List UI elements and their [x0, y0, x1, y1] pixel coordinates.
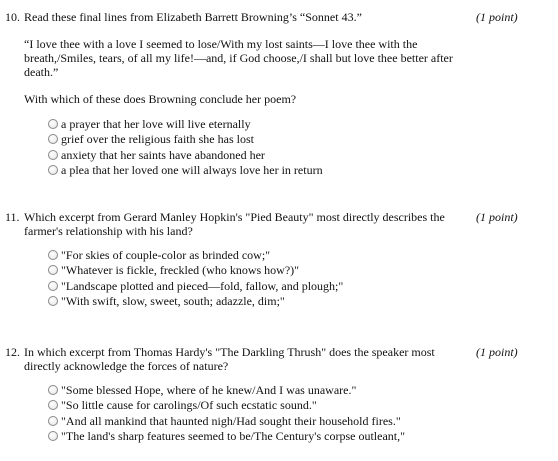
option-label: "With swift, slow, sweet, south; adazzle, dim;" [61, 294, 285, 309]
answer-option[interactable] [48, 163, 323, 179]
answer-option[interactable] [48, 382, 405, 398]
answer-option[interactable] [48, 294, 343, 310]
answer-options [48, 247, 343, 309]
answer-option[interactable] [48, 247, 343, 263]
radio-button[interactable] [48, 265, 58, 275]
question-number: 11. [5, 210, 20, 224]
option-label: anxiety that her saints have abandoned her [61, 147, 265, 162]
answer-option[interactable] [48, 116, 323, 132]
question-number: 12. [5, 345, 20, 359]
radio-button[interactable] [48, 431, 58, 441]
radio-button[interactable] [48, 165, 58, 175]
answer-option[interactable] [48, 132, 323, 148]
radio-button[interactable] [48, 281, 58, 291]
radio-button[interactable] [48, 150, 58, 160]
radio-button[interactable] [48, 134, 58, 144]
option-label: "So little cause for carolings/Of such ecstatic sound." [61, 398, 317, 413]
radio-button[interactable] [48, 119, 58, 129]
option-label: "The land's sharp features seemed to be/The Century's corpse outleant," [61, 429, 406, 444]
question-text: Which excerpt from Gerard Manley Hopkin's "Pied Beauty" most directly describes the farmer's relationship with his land? [24, 210, 445, 238]
radio-button[interactable] [48, 250, 58, 260]
question-text: Read these final lines from Elizabeth Barrett Browning’s “Sonnet 43.” [24, 10, 362, 24]
points-label: (1 point) [476, 345, 518, 359]
answer-option[interactable] [48, 413, 405, 429]
question-text: In which excerpt from Thomas Hardy's "The Darkling Thrush" does the speaker most directly acknowledge the forces of nature? [24, 345, 435, 373]
option-label: a prayer that her love will live eternally [61, 116, 251, 131]
option-label: a plea that her loved one will always love her in return [61, 163, 323, 178]
answer-option[interactable] [48, 278, 343, 294]
radio-button[interactable] [48, 296, 58, 306]
poem-excerpt: “I love thee with a love I seemed to lose/With my lost saints—I love thee with the breath,/Smiles, tears, of all my life!—and, if God choose,/I shall but love thee better after death.” [24, 37, 453, 79]
option-label: "Whatever is fickle, freckled (who knows how?)" [61, 263, 300, 278]
option-label: grief over the religious faith she has lost [61, 132, 254, 147]
answer-option[interactable] [48, 398, 405, 414]
answer-options [48, 116, 323, 178]
option-label: "For skies of couple-color as brinded cow;" [61, 247, 271, 262]
answer-options [48, 382, 405, 444]
points-label: (1 point) [476, 210, 518, 224]
question-prompt: With which of these does Browning conclude her poem? [24, 92, 297, 106]
radio-button[interactable] [48, 416, 58, 426]
question-number: 10. [5, 10, 20, 24]
option-label: "Some blessed Hope, where of he knew/And I was unaware." [61, 382, 357, 397]
option-label: "Landscape plotted and pieced—fold, fallow, and plough;" [61, 278, 344, 293]
answer-option[interactable] [48, 147, 323, 163]
radio-button[interactable] [48, 385, 58, 395]
answer-option[interactable] [48, 429, 405, 445]
radio-button[interactable] [48, 400, 58, 410]
points-label: (1 point) [476, 10, 518, 24]
option-label: "And all mankind that haunted nigh/Had sought their household fires." [61, 413, 401, 428]
answer-option[interactable] [48, 263, 343, 279]
